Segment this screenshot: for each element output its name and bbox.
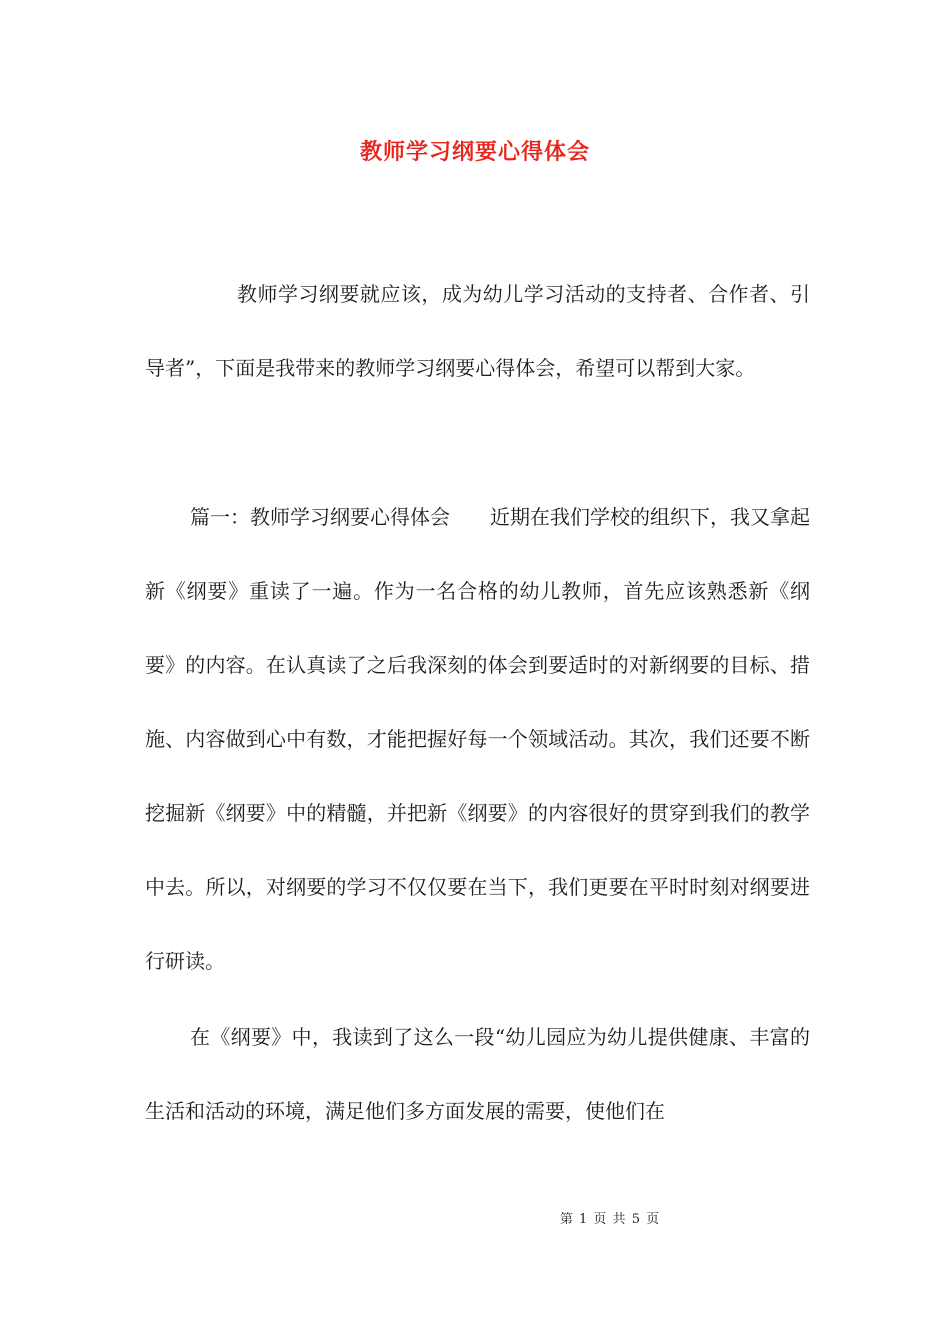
- paragraph-intro: 教师学习纲要就应该，成为幼儿学习活动的支持者、合作者、引导者”，下面是我带来的教师学习纲要心得体会，希望可以帮到大家。: [145, 282, 810, 380]
- paragraph-part-one: 篇一：教师学习纲要心得体会 近期在我们学校的组织下，我又拿起新《纲要》重读了一遍。作为一名合格的幼儿教师，首先应该熟悉新《纲要》的内容。在认真读了之后我深刻的体会到要适时的对新纲要的目标、措施、内容做到心中有数，才能把握好每一个领域活动。其次，我们还要不断挖掘新《纲要》中的精髓，并把新《纲要》的内容很好的贯穿到我们的教学中去。所以，对纲要的学习不仅仅要在当下，我们更要在平时时刻对纲要进行研读。: [145, 505, 810, 973]
- paragraph-part-one-continued: 在《纲要》中，我读到了这么一段“幼儿园应为幼儿提供健康、丰富的生活和活动的环境，满足他们多方面发展的需要，使他们在: [145, 1025, 810, 1123]
- document-title: 教师学习纲要心得体会: [359, 139, 590, 165]
- page-number-footer: 第 1 页 共 5 页: [559, 1212, 661, 1227]
